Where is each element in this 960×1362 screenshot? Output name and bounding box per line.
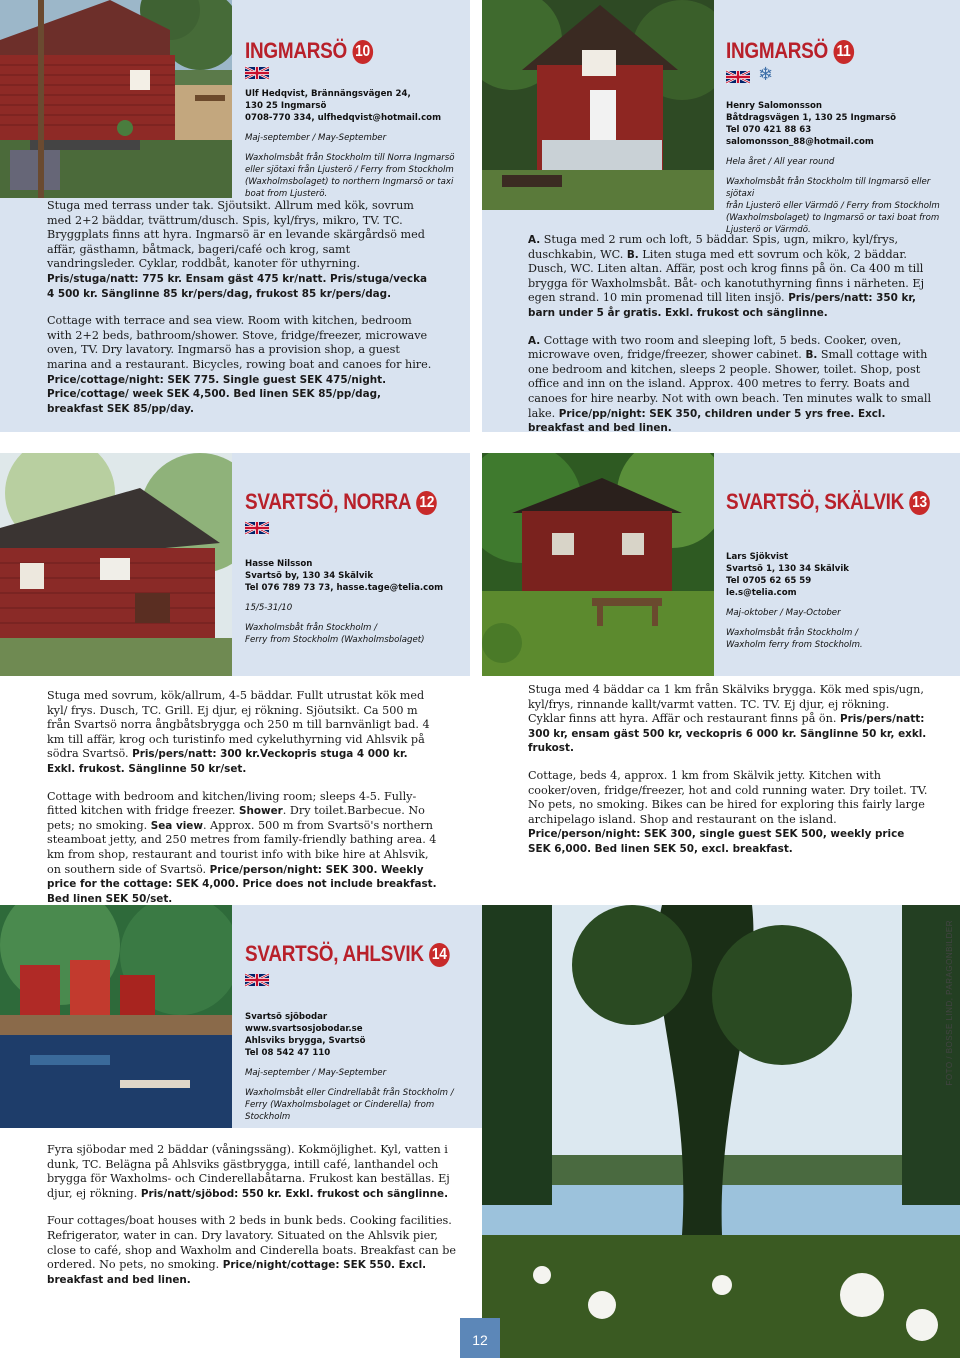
contact-line: le.s@telia.com (726, 588, 797, 598)
contact-line: Tel 08 542 47 110 (245, 1048, 331, 1058)
text-en-2: Small cottage with one bedroom and kitchen, sleeps 2 people. Shower, toilet. Shop, post office and inn on the island. Approx. 400 metres to ferry. Boats and canoes for hire nearby. Not with own beach. Ten minutes walk to small lake. (528, 348, 932, 420)
contact-line: 0708-770 334, ulfhedqvist@hotmail.com (245, 113, 442, 123)
text-en: Cottage with two room and sleeping loft, 5 beds. Cooker, oven, microwave oven, fridge/freezer, shower cabinet. (528, 333, 902, 362)
season: Maj-september / May-September (245, 133, 387, 143)
price-en: Price/pp/night: SEK 350, children under 5 yrs free. Excl. breakfast and bed linen. (528, 407, 886, 435)
travel-line: Waxholmsbåt eller Cindrellabåt från Stockholm / (245, 1088, 454, 1098)
listing-11-title: INGMARSÖ 11 (726, 38, 854, 64)
contact-line: Henry Salomonsson (726, 101, 823, 111)
season: Maj-oktober / May-October (726, 608, 841, 618)
price-sv: Pris/stuga/natt: 775 kr. Ensam gäst 475 kr/natt. Pris/stuga/vecka 4 500 kr. Sänglinne 85 kr/pers/dag, frukost 85 kr/pers/dag. (47, 272, 427, 300)
listing-13-title: SVARTSÖ, SKÄLVIK 13 (726, 489, 930, 515)
listing-10-body (47, 199, 435, 429)
travel-line: (Waxholmsbolaget) to Ingmarsö or taxi boat from (726, 213, 940, 223)
text-sv: Fyra sjöbodar med 2 bäddar (våningssäng). Kokmöjlighet. Kyl, vatten i dunk, TC. Belägna på Ahlsviks gästbrygga, intill café, lanthandel och brygga för Waxholms- och Cinderellabåtarna. Frukost kan beställas. Ej djur, ej rökning. (47, 1143, 450, 1200)
contact-line: Båtdragsvägen 1, 130 25 Ingmarsö (726, 113, 896, 123)
listing-12-photo (0, 453, 232, 676)
price-sv: Pris/natt/sjöbod: 550 kr. Exkl. frukost och sänglinne. (140, 1187, 449, 1200)
text-sv: Stuga med terrass under tak. Sjöutsikt. Allrum med kök, sovrum med 2+2 bäddar, tvättrum/dusch. Spis, kyl/frys, mikro, TV. TC. Bryggplats finns att hyra. Ingmarsö är en levande skärgårdsö med affär, gästhamn, båtmack, bageri/café och krog, samt vandringsleder. Cyklar, roddbåt, kanoter för uthyrning. (47, 199, 425, 271)
contact-line: Lars Sjökvist (726, 552, 789, 562)
listing-14-number-badge: 14 (429, 943, 450, 967)
price-en: Price/night/cottage: SEK 550. Excl. breakfast and bed linen. (47, 1259, 427, 1286)
listing-13-body (528, 683, 928, 870)
listing-14-photo (0, 905, 232, 1128)
contact-line: Tel 070 421 88 63 (726, 125, 812, 135)
travel-line: boat from Ljusterö. (245, 189, 328, 199)
label-b: B. (805, 349, 818, 362)
listing-13-number-badge: 13 (909, 491, 930, 515)
uk-flag-icon (245, 66, 269, 80)
listing-10-number-badge: 10 (352, 40, 373, 64)
travel-line: Ljusterö or Värmdö. (726, 225, 811, 235)
text-en-2: . Approx. 500 m from Svartsö's northern steamboat jetty, and 250 metres from family-friendly bathing area. 4 km from shop, restaurant and tourist info with bike hire at Ahlsvik, on southern side of Svartsö. (47, 818, 437, 876)
travel-line: Waxholmsbåt från Stockholm / (245, 623, 378, 633)
listing-13-contact (726, 551, 956, 651)
bold-word: Sea view (150, 819, 203, 832)
travel-line: Ferry (Waxholmsbolaget or Cinderella) from Stockholm (245, 1100, 435, 1122)
contact-line: Hasse Nilsson (245, 559, 313, 569)
contact-line: Ahlsviks brygga, Svartsö (245, 1036, 366, 1046)
travel-line: Ferry from Stockholm (Waxholmsbolaget) (245, 635, 425, 645)
text-sv: Stuga med 4 bäddar ca 1 km från Skälviks brygga. Kök med spis/ugn, kyl/frys, rinnande kallt/varmt vatten. TC. TV. Ej djur, ej rökning. Cyklar finns att hyra. Affär och restaurant finns på ön. (528, 683, 924, 726)
text-en: Four cottages/boat houses with 2 beds in bunk beds. Cooking facilities. Refrigerator, water in can. Dry lavatory. Situated on the Ahlsvik pier, close to café, shop and Waxholm and Cinderella boats. Breakfast can be ordered. No pets, no smoking. (47, 1214, 456, 1272)
listing-11-photo (482, 0, 714, 210)
photo-credit: FOTO / BOSSE LIND, PARAGONBILDER (945, 920, 954, 1086)
price-en: Price/cottage/night: SEK 775. Single guest SEK 475/night. Price/cottage/ week SEK 4,500. Bed linen SEK 85/pp/dag, breakfast SEK 85/pp/day. (47, 373, 387, 415)
listing-11-body (528, 233, 936, 449)
travel-line: (Waxholmsbolaget) to northern Ingmarsö or taxi (245, 177, 454, 187)
contact-line: Ulf Hedqvist, Brännängsvägen 24, (245, 89, 411, 99)
listing-14-contact (245, 1011, 475, 1123)
text-en: Cottage with terrace and sea view. Room with kitchen, bedroom with 2+2 beds, bathroom/shower. Stove, fridge/freezer, microwave oven, TV. Dry lavatory. Ingmarsö has a provision shop, a guest marina and a restaurant. Bicycles, rowing boat and canoes for hire. (47, 314, 432, 371)
text-sv: Stuga med sovrum, kök/allrum, 4-5 bäddar. Fullt utrustat kök med kyl/ frys. Dusch, TC. Grill. Ej djur, ej rökning. Sjöutsikt. Ca 500 m från Svartsö norra ångbåtsbrygga och 250 m till barnvänligt bad. 4 km till affär, krog och turistinfo med cykeluthyrning vid Ahlsvik på södra Svartsö. (47, 689, 430, 761)
page-number: 12 (460, 1318, 500, 1358)
listing-14-body (47, 1143, 459, 1300)
label-a: A. (528, 334, 541, 347)
listing-12-contact (245, 558, 470, 646)
contact-line: Svartsö 1, 130 34 Skälvik (726, 564, 849, 574)
contact-line: Svartsö by, 130 34 Skälvik (245, 571, 374, 581)
contact-line: www.svartsosjobodar.se (245, 1024, 363, 1034)
text-sv-2: Liten stuga med ett sovrum och kök, 2 bäddar. Dusch, WC. Liten altan. Affär, post och krog finns på ön. Ca 400 m till brygga för Waxholmsbåt. Båt- och kanotuthyrning finns i närheten. Ej egen strand. 10 min promenad till liten insjö. (528, 247, 925, 305)
text-en: Cottage with bedroom and kitchen/living room; sleeps 4-5. Fully-fitted kitchen with fridge freezer. (47, 789, 417, 818)
season: 15/5-31/10 (245, 603, 293, 613)
season: Hela året / All year round (726, 157, 835, 167)
listing-10-title: INGMARSÖ 10 (245, 38, 373, 64)
listing-11-contact (726, 100, 956, 236)
listing-10-contact (245, 88, 470, 200)
travel-line: Waxholm ferry from Stockholm. (726, 640, 863, 650)
travel-line: eller sjötaxi från Ljusterö / Ferry from Stockholm (245, 165, 454, 175)
contact-line: Tel 0705 62 65 59 (726, 576, 812, 586)
snowflake-icon: ❄ (758, 64, 774, 85)
text-sv: Stuga med 2 rum och loft, 5 bäddar. Spis, ugn, mikro, kyl/frys, duschkabin, WC. (528, 233, 899, 261)
travel-line: Waxholmsbåt från Stockholm till Norra Ingmarsö (245, 153, 455, 163)
label-b: B. (626, 248, 639, 261)
travel-line: från Ljusterö eller Värmdö / Ferry from Stockholm (726, 201, 940, 211)
listing-11-number-badge: 11 (833, 40, 854, 64)
landscape-photo (482, 905, 960, 1358)
season: Maj-september / May-September (245, 1068, 387, 1078)
uk-flag-icon (726, 70, 750, 84)
label-a: A. (528, 234, 541, 246)
listing-13-photo (482, 453, 714, 676)
price-en: Price/person/night: SEK 300, single guest SEK 500, weekly price SEK 6,000. Bed linen SEK 50, excl. breakfast. (528, 828, 905, 855)
travel-line: Waxholmsbåt från Stockholm / (726, 628, 859, 638)
uk-flag-icon (245, 521, 269, 535)
contact-line: 130 25 Ingmarsö (245, 101, 327, 111)
listing-12-number-badge: 12 (416, 491, 437, 515)
price-sv: Pris/pers/natt: 350 kr, barn under 5 år gratis. Exkl. frukost och sänglinne. (528, 292, 916, 319)
listing-10-photo (0, 0, 232, 198)
listing-14-title: SVARTSÖ, AHLSVIK 14 (245, 941, 450, 967)
listing-12-body (47, 689, 439, 919)
price-sv: Pris/pers/natt: 300 kr, ensam gäst 500 kr, veckopris 6 000 kr. Sänglinne 50 kr, exkl. frukost. (528, 713, 927, 755)
contact-line: Svartsö sjöbodar (245, 1012, 328, 1022)
travel-line: Waxholmsbåt från Stockholm till Ingmarsö eller sjötaxi (726, 177, 931, 199)
price-en: Price/person/night: SEK 300. Weekly price for the cottage: SEK 4,000. Price does not include breakfast. Bed linen SEK 50/set. (47, 863, 437, 905)
listing-12-title: SVARTSÖ, NORRA 12 (245, 489, 437, 515)
text-en: Cottage, beds 4, approx. 1 km from Skälvik jetty. Kitchen with cooker/oven, fridge/freezer, hot and cold running water. Dry toilet. TV. No pets, no smoking. Bikes can be hired for exploring this fairly large archipelago island. Shop and restaurant on the island. (528, 768, 928, 826)
contact-line: Tel 076 789 73 73, hasse.tage@telia.com (245, 583, 444, 593)
price-sv: Pris/pers/natt: 300 kr.Veckopris stuga 4 000 kr. Exkl. frukost. Sänglinne 50 kr/set. (47, 748, 408, 775)
text-en-mid: . Dry toilet.Barbecue. No pets; no smoking. (47, 804, 425, 832)
uk-flag-icon (245, 973, 269, 987)
bold-word: Shower (238, 805, 283, 818)
contact-line: salomonsson_88@hotmail.com (726, 137, 874, 147)
